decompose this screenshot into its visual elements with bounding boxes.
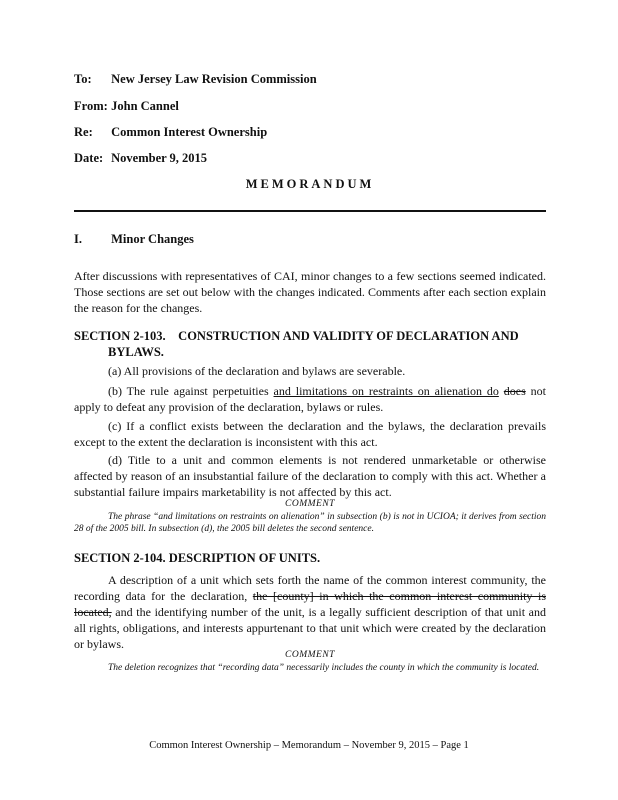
to-label: To: (74, 72, 92, 86)
to-value: New Jersey Law Revision Commission (111, 72, 317, 86)
intro-paragraph: After discussions with representatives of CAI, minor changes to a few sections seemed indicated. Those sections are set out below with the changes indicated. Comments after each section explain the reason for the changes. (74, 269, 546, 315)
section-2-104-heading: SECTION 2-104. DESCRIPTION OF UNITS. (74, 551, 321, 565)
subsection-b-pre: (b) The rule against perpetuities (108, 384, 274, 398)
date-line (74, 151, 207, 166)
deleted-text: does (503, 384, 526, 398)
section-2-104-pre: A description of a unit which sets forth the name of the common interest community, the recording data for the declaration, (74, 573, 546, 603)
re-label: Re: (74, 125, 93, 139)
to-line (74, 72, 317, 87)
section-2-103-heading-line1: SECTION 2-103. CONSTRUCTION AND VALIDITY OF DECLARATION AND (74, 329, 519, 343)
subsection-b-post: not apply to defeat any provision of the declaration, bylaws or rules. (74, 384, 546, 414)
date-label: Date: (74, 151, 104, 165)
subsection-d: (d) Title to a unit and common elements is not rendered unmarketable or otherwise affected by reason of an insubstantial failure of the declaration to comply with this act. Whether a substantial failure impairs marketability is not affected by this act. (74, 453, 546, 499)
section-number: I. (74, 232, 82, 246)
from-label: From: (74, 99, 108, 113)
subsection-c: (c) If a conflict exists between the declaration and the bylaws, the declaration prevails except to the extent the declaration is inconsistent with this act. (74, 419, 546, 449)
comment-2-104: The deletion recognizes that “recording data” necessarily includes the county in which the community is located. (108, 663, 540, 673)
section-2-103-heading-line2: BYLAWS. (108, 345, 164, 359)
memo-title: MEMORANDUM (245, 177, 375, 191)
comment-2-103: The phrase “and limitations on restraints on alienation” in subsection (b) is not in UCIOA; it derives from section 28 of the 2005 bill. In subsection (d), the 2005 bill deletes the second sentence. (74, 512, 546, 534)
inserted-text: and limitations on restraints on alienation do (273, 384, 499, 398)
section-2-104-text (74, 572, 546, 652)
subsection-a: (a) All provisions of the declaration and bylaws are severable. (108, 364, 406, 378)
from-value: John Cannel (111, 99, 179, 113)
comment-label-2-103: COMMENT (285, 499, 335, 509)
re-value: Common Interest Ownership (111, 125, 268, 139)
re-line (74, 125, 267, 140)
section-2-104-post: and the identifying number of the unit, is a legally sufficient description of that unit and all rights, obligations, and interests appurtenant to that unit which were created by the declaration or bylaws. (74, 605, 546, 651)
subsection-b (74, 383, 546, 415)
header-divider (74, 210, 546, 212)
deleted-text: the [county] in which the common interest community is located, (74, 589, 546, 619)
date-value: November 9, 2015 (111, 151, 208, 165)
comment-label-2-104: COMMENT (285, 650, 335, 660)
section-2-103-heading (74, 328, 546, 360)
section-i-heading (74, 232, 194, 247)
section-title: Minor Changes (111, 232, 194, 246)
page-footer: Common Interest Ownership – Memorandum – November 9, 2015 – Page 1 (149, 740, 469, 751)
from-line (74, 99, 179, 114)
